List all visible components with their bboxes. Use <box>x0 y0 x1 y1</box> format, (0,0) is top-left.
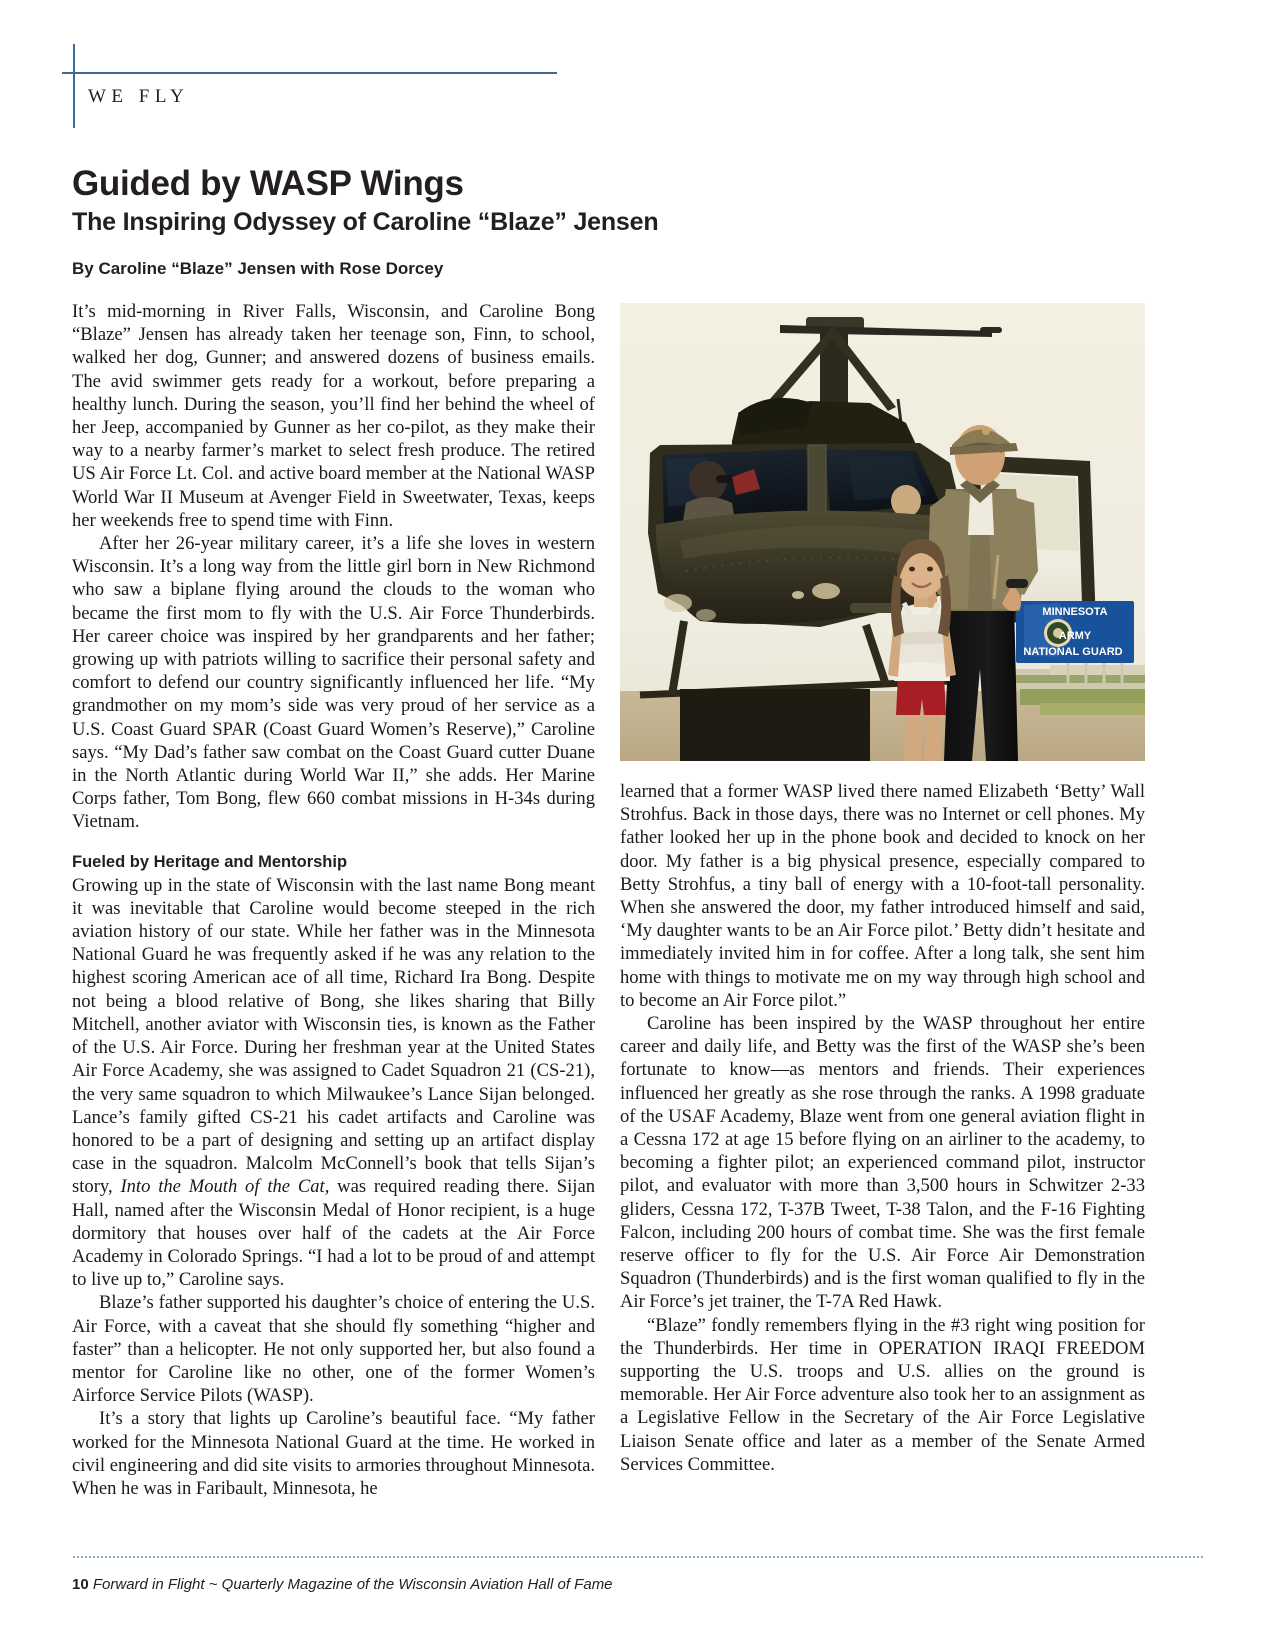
svg-text:MINNESOTA: MINNESOTA <box>1042 606 1108 618</box>
masthead <box>62 44 562 136</box>
svg-text:NATIONAL GUARD: NATIONAL GUARD <box>1023 646 1123 658</box>
paragraph-part: Growing up in the state of Wisconsin with the last name Bong meant it was inevitable that Caroline would become steeped in the rich aviation history of our state. While her father was in the Minnesota National Guard he was frequently asked if he was any relation to the highest scoring American ace of all time, Richard Ira Bong. Despite not being a blood relative of Bong, she likes sharing that Billy Mitchell, another aviator with Wisconsin ties, is known as the Father of the U.S. Air Force. During her freshman year at the United States Air Force Academy, she was assigned to Cadet Squadron 21 (CS-21), the very same squadron to which Milwaukee’s Lance Sijan belonged. Lance’s family gifted CS-21 his cadet artifacts and Caroline was honored to be a part of designing and setting up an artifact display case in the squadron. Malcolm McConnell’s book that tells Sijan’s story, <box>72 874 595 1198</box>
article-deck: The Inspiring Odyssey of Caroline “Blaze” Jensen <box>72 208 659 236</box>
body-column-right <box>620 780 1145 1476</box>
paragraph: After her 26-year military career, it’s a life she loves in western Wisconsin. It’s a long way from the little girl born in New Richmond who saw a biplane flying around the clouds to the woman who became the first mom to fly with the U.S. Air Force Thunderbirds. Her career choice was inspired by her grandparents and her father; growing up with patriots willing to sacrifice their personal safety and comfort to defend our country significantly influenced her life. “My grandmother on my mom’s side was very proud of her service as a U.S. Coast Guard SPAR (Coast Guard Women’s Reserve),” Caroline says. “My Dad’s father saw combat on the Coast Guard cutter Duane in the North Atlantic during World War II,” she adds. Her Marine Corps father, Tom Bong, flew 660 combat missions in H-34s during Vietnam. <box>72 533 595 833</box>
paragraph: Blaze’s father supported his daughter’s choice of entering the U.S. Air Force, with a caveat that she should fly something “higher and faster” than a helicopter. He not only supported her, but also found a mentor for Caroline like no other, one of the former Women’s Airforce Service Pilots (WASP). <box>72 1292 595 1407</box>
publication-name: Forward in Flight ~ Quarterly Magazine of the Wisconsin Aviation Hall of Fame <box>92 1576 613 1593</box>
page-number: 10 <box>72 1576 89 1593</box>
title-block <box>72 163 832 238</box>
section-subhead: Fueled by Heritage and Mentorship <box>72 852 348 871</box>
book-title: Into the Mouth of the Cat, <box>120 1176 330 1198</box>
body-column-left <box>72 300 595 1500</box>
masthead-vertical-rule <box>73 44 75 128</box>
svg-text:ARMY: ARMY <box>1058 630 1092 642</box>
section-label: WE FLY <box>88 86 190 107</box>
national-guard-sign <box>1016 601 1134 663</box>
article-photo <box>620 303 1145 761</box>
paragraph <box>72 874 595 1292</box>
footer-rule <box>72 1556 1204 1558</box>
photo-illustration <box>620 303 1145 761</box>
paragraph: learned that a former WASP lived there named Elizabeth ‘Betty’ Wall Strohfus. Back in those days, there was no Internet or cell phones. My father looked her up in the phone book and decided to knock on her door. My father is a big physical presence, especially compared to Betty Strohfus, a tiny ball of energy with a 10-foot-tall personality. When she answered the door, my father introduced himself and said, ‘My daughter wants to be an Air Force pilot.’ Betty didn’t hesitate and immediately invited him in for coffee. After a long talk, she sent him home with things to motivate me on my way through high school and to become an Air Force pilot.” <box>620 781 1145 1011</box>
byline: By Caroline “Blaze” Jensen with Rose Dorcey <box>72 259 444 278</box>
paragraph: It’s mid-morning in River Falls, Wisconsin, and Caroline Bong “Blaze” Jensen has already taken her teenage son, Finn, to school, walked her dog, Gunner; and answered dozens of business emails. The avid swimmer gets ready for a workout, before preparing a healthy lunch. During the season, you’ll find her behind the wheel of her Jeep, accompanied by Gunner as her co-pilot, as they make their way to a nearby farmer’s market to select fresh produce. The retired US Air Force Lt. Col. and active board member at the National WASP World War II Museum at Avenger Field in Sweetwater, Texas, keeps her weekends free to spend time with Finn. <box>72 301 595 531</box>
page-title: Guided by WASP Wings <box>72 164 464 203</box>
paragraph: Caroline has been inspired by the WASP throughout her entire career and daily life, and Betty was the first of the WASP she’s been fortunate to know—as mentors and friends. Their experiences influenced her greatly as she rose through the ranks. A 1998 graduate of the USAF Academy, Blaze went from one general aviation flight in a Cessna 172 at age 15 before flying on an airliner to the academy, to becoming a fighter pilot; an experienced command pilot, instructor pilot, and evaluator with more than 3,500 hours in Schwitzer 2-33 gliders, Cessna 172, T-37B Tweet, T-38 Talon, and the F-16 Fighting Falcon, including 200 hours of combat time. She was the first female reserve officer to fly for the U.S. Air Force Air Demonstration Squadron (Thunderbirds) and is the first woman qualified to fly in the Air Force’s jet trainer, the T-7A Red Hawk. <box>620 1013 1145 1313</box>
footer <box>72 1576 613 1593</box>
paragraph: “Blaze” fondly remembers flying in the #3 right wing position for the Thunderbirds. Her time in OPERATION IRAQI FREEDOM supporting the U.S. troops and U.S. allies on the ground is memorable. Her Air Force adventure also took her to an assignment as a Legislative Fellow in the Secretary of the Air Force Legislative Liaison Senate office and later as a member of the Senate Armed Services Committee. <box>620 1314 1145 1475</box>
paragraph: It’s a story that lights up Caroline’s beautiful face. “My father worked for the Minnesota National Guard at the time. He worked in civil engineering and did site visits to armories throughout Minnesota. When he was in Faribault, Minnesota, he <box>72 1408 595 1499</box>
masthead-horizontal-rule <box>62 72 557 74</box>
paragraph-part: was required reading there. Sijan Hall, named after the Wisconsin Medal of Honor recipient, is a huge dormitory that houses over half of the cadets at the Air Force Academy in Colorado Springs. “I had a lot to be proud of and attempt to live up to,” Caroline says. <box>72 1176 595 1291</box>
